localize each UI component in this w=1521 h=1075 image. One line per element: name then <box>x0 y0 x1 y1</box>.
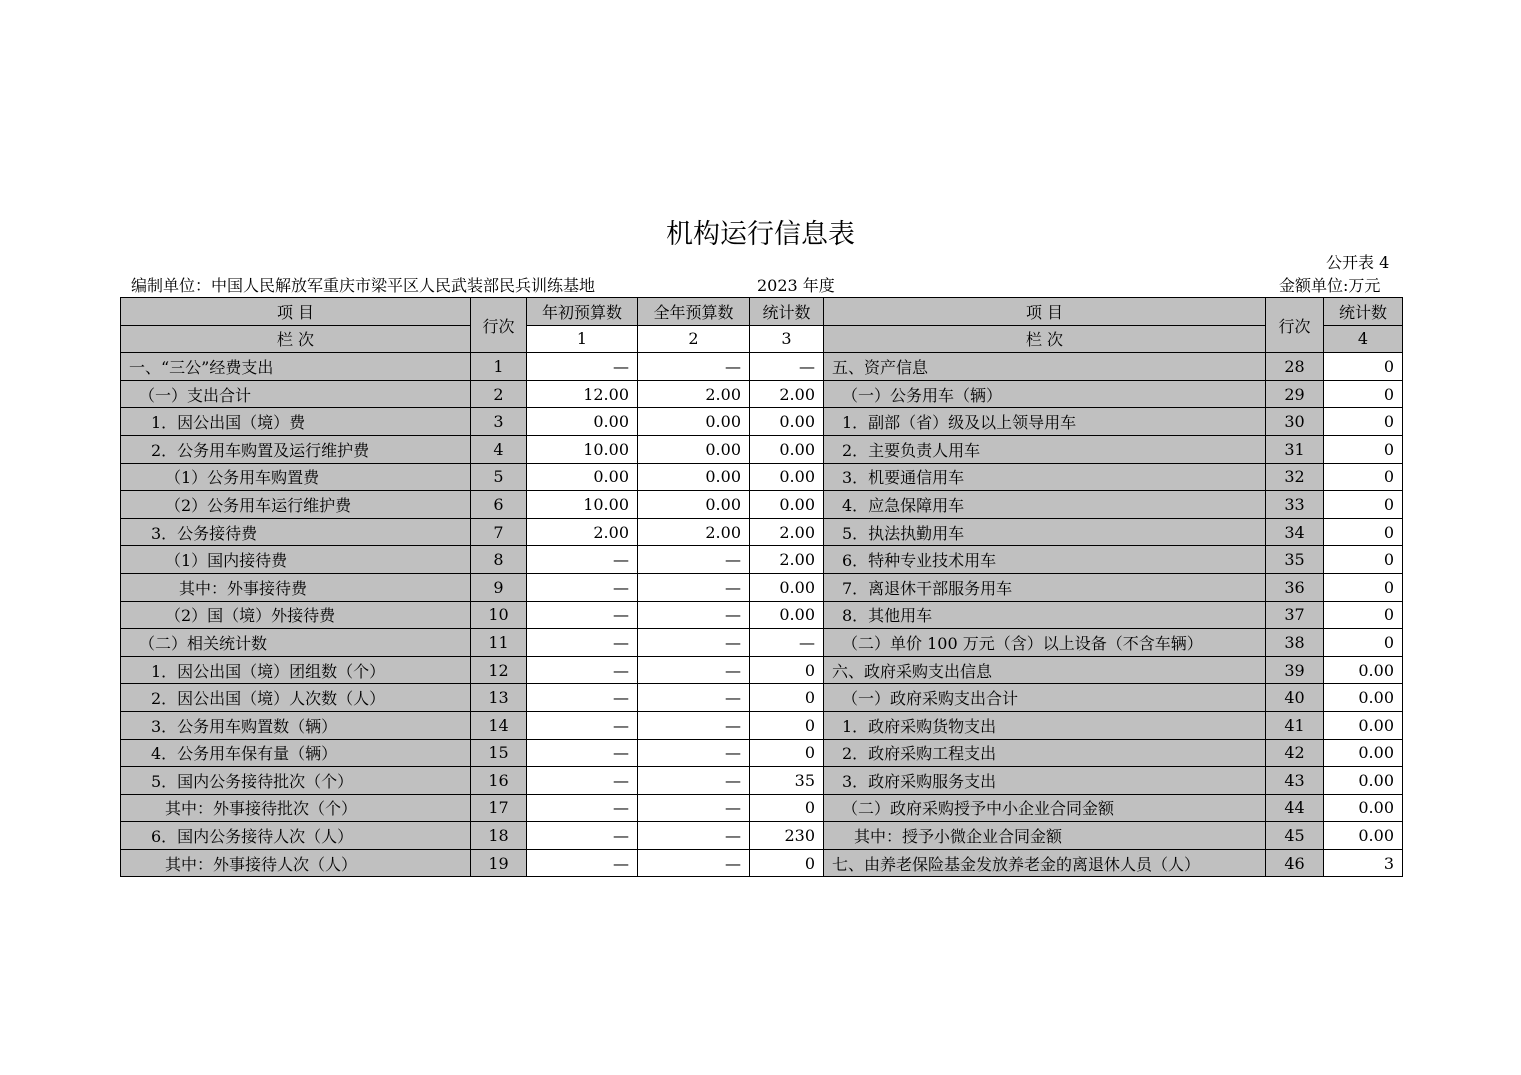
header-col-2: 2 <box>638 325 750 353</box>
stat-value: 2.00 <box>750 546 824 574</box>
left-row-number: 3 <box>471 408 527 436</box>
budget-full-value: — <box>638 656 750 684</box>
budget-initial-value: — <box>527 573 638 601</box>
left-row-number: 9 <box>471 573 527 601</box>
left-row-number: 4 <box>471 435 527 463</box>
left-row-number: 10 <box>471 601 527 629</box>
stat-value: 0.00 <box>750 435 824 463</box>
right-item-label: 6．特种专业技术用车 <box>824 546 1266 574</box>
right-row-number: 36 <box>1266 573 1324 601</box>
stat-value: — <box>750 353 824 381</box>
right-stat-value: 3 <box>1324 849 1403 877</box>
table-row <box>121 353 1403 381</box>
header-item: 项 目 <box>121 298 471 326</box>
budget-full-value: — <box>638 629 750 657</box>
left-item-label: （一）支出合计 <box>121 380 471 408</box>
right-item-label: 七、由养老保险基金发放养老金的离退休人员（人） <box>824 849 1266 877</box>
header-column-no: 栏 次 <box>121 325 471 353</box>
stat-value: 230 <box>750 822 824 850</box>
left-row-number: 19 <box>471 849 527 877</box>
left-item-label: （1）国内接待费 <box>121 546 471 574</box>
right-row-number: 45 <box>1266 822 1324 850</box>
budget-full-value: — <box>638 601 750 629</box>
table-row <box>121 739 1403 767</box>
left-row-number: 6 <box>471 491 527 519</box>
table-row <box>121 822 1403 850</box>
budget-full-value: — <box>638 767 750 795</box>
right-row-number: 44 <box>1266 794 1324 822</box>
budget-full-value: 0.00 <box>638 463 750 491</box>
budget-full-value: 2.00 <box>638 518 750 546</box>
right-item-label: （二）单价 100 万元（含）以上设备（不含车辆） <box>824 629 1266 657</box>
stat-value: 0.00 <box>750 573 824 601</box>
right-item-label: （二）政府采购授予中小企业合同金额 <box>824 794 1266 822</box>
budget-full-value: — <box>638 822 750 850</box>
left-item-label: （2）公务用车运行维护费 <box>121 491 471 519</box>
left-row-number: 16 <box>471 767 527 795</box>
stat-value: 0.00 <box>750 601 824 629</box>
stat-value: — <box>750 629 824 657</box>
fiscal-year: 2023 年度 <box>757 276 835 295</box>
budget-initial-value: — <box>527 656 638 684</box>
left-item-label: 6．国内公务接待人次（人） <box>121 822 471 850</box>
budget-initial-value: — <box>527 546 638 574</box>
stat-value: 0.00 <box>750 463 824 491</box>
right-item-label: 五、资产信息 <box>824 353 1266 381</box>
left-row-number: 12 <box>471 656 527 684</box>
table-row <box>121 408 1403 436</box>
left-row-number: 18 <box>471 822 527 850</box>
left-row-number: 7 <box>471 518 527 546</box>
table-row <box>121 711 1403 739</box>
left-item-label: （1）公务用车购置费 <box>121 463 471 491</box>
right-stat-value: 0 <box>1324 629 1403 657</box>
stat-value: 0 <box>750 739 824 767</box>
header-right-stat: 统计数 <box>1324 298 1403 326</box>
right-item-label: 3．政府采购服务支出 <box>824 767 1266 795</box>
right-item-label: （一）公务用车（辆） <box>824 380 1266 408</box>
right-stat-value: 0 <box>1324 491 1403 519</box>
budget-initial-value: — <box>527 353 638 381</box>
right-item-label: 3．机要通信用车 <box>824 463 1266 491</box>
right-item-label: 4．应急保障用车 <box>824 491 1266 519</box>
right-row-number: 35 <box>1266 546 1324 574</box>
budget-initial-value: 2.00 <box>527 518 638 546</box>
table-row <box>121 435 1403 463</box>
left-item-label: 3．公务用车购置数（辆） <box>121 711 471 739</box>
stat-value: 0 <box>750 656 824 684</box>
table-row <box>121 684 1403 712</box>
budget-full-value: — <box>638 711 750 739</box>
right-stat-value: 0 <box>1324 463 1403 491</box>
page-title: 机构运行信息表 <box>666 219 855 250</box>
left-item-label: 其中：外事接待人次（人） <box>121 849 471 877</box>
table-row <box>121 656 1403 684</box>
header-right-item: 项 目 <box>824 298 1266 326</box>
left-row-number: 13 <box>471 684 527 712</box>
stat-value: 0 <box>750 849 824 877</box>
right-item-label: 1．政府采购货物支出 <box>824 711 1266 739</box>
right-row-number: 43 <box>1266 767 1324 795</box>
budget-full-value: — <box>638 546 750 574</box>
budget-initial-value: 0.00 <box>527 463 638 491</box>
right-item-label: 8．其他用车 <box>824 601 1266 629</box>
info-table <box>120 297 1403 877</box>
right-row-number: 33 <box>1266 491 1324 519</box>
table-row <box>121 380 1403 408</box>
budget-full-value: — <box>638 684 750 712</box>
right-row-number: 39 <box>1266 656 1324 684</box>
right-stat-value: 0.00 <box>1324 739 1403 767</box>
stat-value: 0 <box>750 711 824 739</box>
table-row <box>121 767 1403 795</box>
budget-full-value: — <box>638 353 750 381</box>
left-row-number: 17 <box>471 794 527 822</box>
budget-full-value: — <box>638 849 750 877</box>
header-right-column-no: 栏 次 <box>824 325 1266 353</box>
right-stat-value: 0 <box>1324 380 1403 408</box>
right-stat-value: 0 <box>1324 546 1403 574</box>
right-row-number: 37 <box>1266 601 1324 629</box>
budget-initial-value: — <box>527 684 638 712</box>
budget-full-value: — <box>638 794 750 822</box>
left-row-number: 2 <box>471 380 527 408</box>
budget-initial-value: 10.00 <box>527 435 638 463</box>
stat-value: 2.00 <box>750 518 824 546</box>
stat-value: 0.00 <box>750 491 824 519</box>
right-row-number: 42 <box>1266 739 1324 767</box>
right-row-number: 30 <box>1266 408 1324 436</box>
left-item-label: 其中：外事接待费 <box>121 573 471 601</box>
table-number: 公开表 4 <box>1326 253 1390 272</box>
right-row-number: 32 <box>1266 463 1324 491</box>
budget-initial-value: — <box>527 739 638 767</box>
table-row <box>121 849 1403 877</box>
table-row <box>121 518 1403 546</box>
table-row <box>121 629 1403 657</box>
right-stat-value: 0 <box>1324 353 1403 381</box>
header-row-no: 行次 <box>471 298 527 353</box>
amount-unit: 金额单位:万元 <box>1279 276 1381 295</box>
right-stat-value: 0 <box>1324 573 1403 601</box>
budget-full-value: 2.00 <box>638 380 750 408</box>
right-stat-value: 0.00 <box>1324 794 1403 822</box>
right-item-label: （一）政府采购支出合计 <box>824 684 1266 712</box>
left-item-label: （2）国（境）外接待费 <box>121 601 471 629</box>
table-row <box>121 794 1403 822</box>
budget-initial-value: — <box>527 849 638 877</box>
budget-full-value: — <box>638 573 750 601</box>
right-row-number: 34 <box>1266 518 1324 546</box>
header-budget-full: 全年预算数 <box>638 298 750 326</box>
left-row-number: 14 <box>471 711 527 739</box>
left-item-label: 一、“三公”经费支出 <box>121 353 471 381</box>
right-item-label: 2．政府采购工程支出 <box>824 739 1266 767</box>
right-stat-value: 0 <box>1324 518 1403 546</box>
right-row-number: 41 <box>1266 711 1324 739</box>
header-col-4: 4 <box>1324 325 1403 353</box>
left-row-number: 11 <box>471 629 527 657</box>
table-row <box>121 601 1403 629</box>
budget-initial-value: — <box>527 601 638 629</box>
stat-value: 0 <box>750 684 824 712</box>
table-row <box>121 491 1403 519</box>
stat-value: 0 <box>750 794 824 822</box>
right-item-label: 5．执法执勤用车 <box>824 518 1266 546</box>
left-item-label: 1．因公出国（境）费 <box>121 408 471 436</box>
left-row-number: 1 <box>471 353 527 381</box>
right-stat-value: 0 <box>1324 601 1403 629</box>
left-item-label: 5．国内公务接待批次（个） <box>121 767 471 795</box>
stat-value: 2.00 <box>750 380 824 408</box>
stat-value: 0.00 <box>750 408 824 436</box>
right-item-label: 2．主要负责人用车 <box>824 435 1266 463</box>
budget-initial-value: — <box>527 767 638 795</box>
right-item-label: 其中：授予小微企业合同金额 <box>824 822 1266 850</box>
stat-value: 35 <box>750 767 824 795</box>
left-item-label: 2．因公出国（境）人次数（人） <box>121 684 471 712</box>
header-row-2 <box>121 325 1403 353</box>
budget-initial-value: 12.00 <box>527 380 638 408</box>
header-col-3: 3 <box>750 325 824 353</box>
budget-initial-value: — <box>527 629 638 657</box>
budget-full-value: 0.00 <box>638 408 750 436</box>
budget-initial-value: 10.00 <box>527 491 638 519</box>
budget-initial-value: — <box>527 822 638 850</box>
left-row-number: 15 <box>471 739 527 767</box>
right-stat-value: 0.00 <box>1324 822 1403 850</box>
right-row-number: 38 <box>1266 629 1324 657</box>
left-item-label: 2．公务用车购置及运行维护费 <box>121 435 471 463</box>
right-row-number: 28 <box>1266 353 1324 381</box>
left-item-label: （二）相关统计数 <box>121 629 471 657</box>
table-row <box>121 546 1403 574</box>
left-item-label: 1．因公出国（境）团组数（个） <box>121 656 471 684</box>
header-col-1: 1 <box>527 325 638 353</box>
budget-full-value: — <box>638 739 750 767</box>
budget-full-value: 0.00 <box>638 491 750 519</box>
budget-full-value: 0.00 <box>638 435 750 463</box>
budget-initial-value: 0.00 <box>527 408 638 436</box>
right-row-number: 46 <box>1266 849 1324 877</box>
left-item-label: 4．公务用车保有量（辆） <box>121 739 471 767</box>
right-row-number: 40 <box>1266 684 1324 712</box>
right-item-label: 1．副部（省）级及以上领导用车 <box>824 408 1266 436</box>
table-row <box>121 463 1403 491</box>
right-stat-value: 0.00 <box>1324 656 1403 684</box>
header-row-1 <box>121 298 1403 326</box>
left-row-number: 8 <box>471 546 527 574</box>
header-stat: 统计数 <box>750 298 824 326</box>
right-stat-value: 0 <box>1324 435 1403 463</box>
table-row <box>121 573 1403 601</box>
left-item-label: 3．公务接待费 <box>121 518 471 546</box>
left-row-number: 5 <box>471 463 527 491</box>
compiling-unit: 编制单位：中国人民解放军重庆市梁平区人民武装部民兵训练基地 <box>131 276 596 295</box>
right-row-number: 31 <box>1266 435 1324 463</box>
right-stat-value: 0.00 <box>1324 684 1403 712</box>
budget-initial-value: — <box>527 711 638 739</box>
right-stat-value: 0.00 <box>1324 711 1403 739</box>
right-item-label: 六、政府采购支出信息 <box>824 656 1266 684</box>
header-budget-initial: 年初预算数 <box>527 298 638 326</box>
left-item-label: 其中：外事接待批次（个） <box>121 794 471 822</box>
budget-initial-value: — <box>527 794 638 822</box>
header-right-row-no: 行次 <box>1266 298 1324 353</box>
right-stat-value: 0.00 <box>1324 767 1403 795</box>
right-item-label: 7．离退休干部服务用车 <box>824 573 1266 601</box>
right-stat-value: 0 <box>1324 408 1403 436</box>
right-row-number: 29 <box>1266 380 1324 408</box>
